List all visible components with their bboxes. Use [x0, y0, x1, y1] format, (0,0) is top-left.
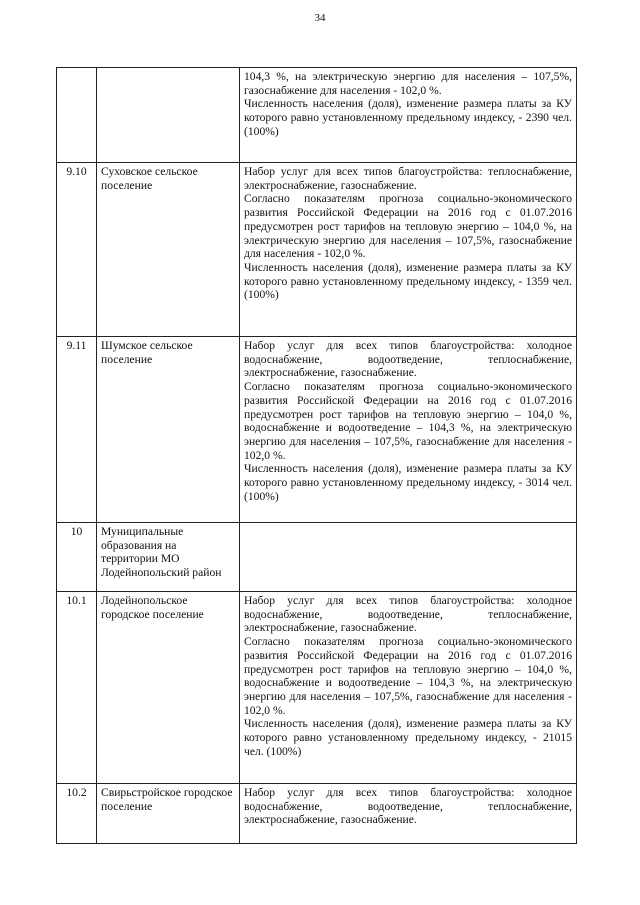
municipality-name: Свирьстройское городское поселение	[97, 784, 240, 844]
row-description	[240, 68, 577, 163]
municipality-name: Лодейнопольское городское поселение	[97, 592, 240, 784]
description-paragraph: Набор услуг для всех типов благоустройства: холодное водоснабжение, водоотведение, теплоснабжение, электроснабжение, газоснабжение.	[244, 594, 572, 635]
tariff-table	[56, 67, 577, 844]
municipality-name: Суховское сельское поселение	[97, 163, 240, 337]
row-number: 10	[57, 523, 97, 592]
row-description	[240, 337, 577, 523]
description-paragraph: Набор услуг для всех типов благоустройства: холодное водоснабжение, водоотведение, теплоснабжение, электроснабжение, газоснабжение.	[244, 786, 572, 827]
description-paragraph: Согласно показателям прогноза социально-экономического развития Российской Федерации на 2016 год с 01.07.2016 предусмотрен рост тарифов на тепловую энергию – 104,0 %, на электрическую энергию для населения – 107,5%, газоснабжение для населения - 102,0 %.	[244, 192, 572, 261]
description-paragraph: Численность населения (доля), изменение размера платы за КУ которого равно установленному предельному индексу, - 1359 чел. (100%)	[244, 260, 572, 302]
row-description	[240, 523, 577, 592]
row-description	[240, 784, 577, 844]
municipality-name: Муниципальные образования на территории МО Лодейнопольский район	[97, 523, 240, 592]
table-row	[57, 163, 577, 337]
municipality-name: Шумское сельское поселение	[97, 337, 240, 523]
municipality-name	[97, 68, 240, 163]
row-number: 10.2	[57, 784, 97, 844]
description-paragraph: 104,3 %, на электрическую энергию для населения – 107,5%, газоснабжение для населения - 102,0 %.	[244, 70, 572, 97]
table-row	[57, 68, 577, 163]
description-paragraph: Численность населения (доля), изменение размера платы за КУ которого равно установленному предельному индексу, - 21015 чел. (100%)	[244, 717, 572, 758]
description-paragraph: Набор услуг для всех типов благоустройства: холодное водоснабжение, водоотведение, теплоснабжение, электроснабжение, газоснабжение.	[244, 339, 572, 380]
row-number: 10.1	[57, 592, 97, 784]
description-paragraph: Согласно показателям прогноза социально-экономического развития Российской Федерации на 2016 год с 01.07.2016 предусмотрен рост тарифов на тепловую энергию – 104,0 %, водоснабжение и водоотведение – 104,3 %, на электрическую энергию для населения – 107,5%, газоснабжение для населения - 102,0 %.	[244, 635, 572, 717]
row-number	[57, 68, 97, 163]
page-number: 34	[314, 12, 326, 24]
description-paragraph: Набор услуг для всех типов благоустройства: теплоснабжение, электроснабжение, газоснабжение.	[244, 165, 572, 192]
row-number: 9.10	[57, 163, 97, 337]
table-row	[57, 337, 577, 523]
table-row	[57, 523, 577, 592]
table-row	[57, 592, 577, 784]
table-row	[57, 784, 577, 844]
row-number: 9.11	[57, 337, 97, 523]
description-paragraph: Согласно показателям прогноза социально-экономического развития Российской Федерации на 2016 год с 01.07.2016 предусмотрен рост тарифов на тепловую энергию – 104,0 %, водоснабжение и водоотведение – 104,3 %, на электрическую энергию для населения – 107,5%, газоснабжение для населения - 102,0 %.	[244, 380, 572, 462]
row-description	[240, 163, 577, 337]
row-description	[240, 592, 577, 784]
description-paragraph: Численность населения (доля), изменение размера платы за КУ которого равно установленному предельному индексу, - 3014 чел. (100%)	[244, 462, 572, 503]
description-paragraph: Численность населения (доля), изменение размера платы за КУ которого равно установленному предельному индексу, - 2390 чел. (100%)	[244, 97, 572, 138]
